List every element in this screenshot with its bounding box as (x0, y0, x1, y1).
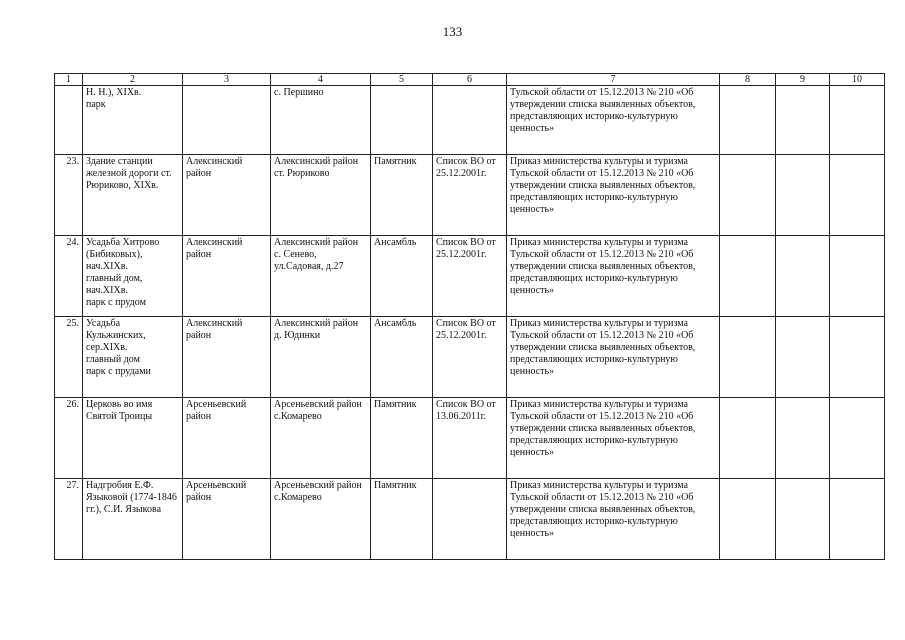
category: Памятник (371, 479, 433, 560)
column-header: 2 (83, 74, 183, 86)
cell-col8 (720, 479, 776, 560)
cell-col10 (830, 479, 885, 560)
object-name: Усадьба Кульжинских, сер.XIXв. главный дом парк с прудами (83, 317, 183, 398)
object-name: Церковь во имя Святой Троицы (83, 398, 183, 479)
heritage-objects-table (54, 73, 885, 560)
row-number (55, 86, 83, 155)
cell-col10 (830, 398, 885, 479)
object-name: Усадьба Хитрово (Бибиковых), нач.XIXв. главный дом, нач.XIXв. парк с прудом (83, 236, 183, 317)
category: Ансамбль (371, 317, 433, 398)
location: Арсеньевский район с.Комарево (271, 398, 371, 479)
column-header: 7 (507, 74, 720, 86)
object-name: Н. Н.), XIXв. парк (83, 86, 183, 155)
category: Ансамбль (371, 236, 433, 317)
table-row (55, 236, 885, 317)
district: Алексинский район (183, 317, 271, 398)
cell-col9 (776, 479, 830, 560)
list-reference: Список ВО от 25.12.2001г. (433, 317, 507, 398)
cell-col8 (720, 317, 776, 398)
list-reference: Список ВО от 13.06.2011г. (433, 398, 507, 479)
row-number: 24. (55, 236, 83, 317)
location: Арсеньевский район с.Комарево (271, 479, 371, 560)
document-reference: Приказ министерства культуры и туризма Тульской области от 15.12.2013 № 210 «Об утверждении списка выявленных объектов, представляющих историко-культурную ценность» (507, 155, 720, 236)
document-reference: Приказ министерства культуры и туризма Тульской области от 15.12.2013 № 210 «Об утверждении списка выявленных объектов, представляющих историко-культурную ценность» (507, 236, 720, 317)
location: с. Першино (271, 86, 371, 155)
cell-col10 (830, 317, 885, 398)
list-reference (433, 479, 507, 560)
cell-col10 (830, 86, 885, 155)
list-reference: Список ВО от 25.12.2001г. (433, 155, 507, 236)
column-header: 5 (371, 74, 433, 86)
list-reference (433, 86, 507, 155)
column-header: 1 (55, 74, 83, 86)
category (371, 86, 433, 155)
row-number: 25. (55, 317, 83, 398)
district: Алексинский район (183, 236, 271, 317)
list-reference: Список ВО от 25.12.2001г. (433, 236, 507, 317)
district (183, 86, 271, 155)
table-row (55, 317, 885, 398)
page-number: 133 (442, 24, 463, 39)
object-name: Надгробия Е.Ф. Языковой (1774-1846 гг.), С.И. Языкова (83, 479, 183, 560)
cell-col9 (776, 236, 830, 317)
location: Алексинский район с. Сенево, ул.Садовая, д.27 (271, 236, 371, 317)
column-header: 3 (183, 74, 271, 86)
cell-col9 (776, 398, 830, 479)
row-number: 23. (55, 155, 83, 236)
category: Памятник (371, 398, 433, 479)
table-row (55, 398, 885, 479)
row-number: 27. (55, 479, 83, 560)
district: Алексинский район (183, 155, 271, 236)
cell-col8 (720, 155, 776, 236)
cell-col9 (776, 86, 830, 155)
column-header: 6 (433, 74, 507, 86)
cell-col9 (776, 317, 830, 398)
table-row (55, 479, 885, 560)
document-reference: Приказ министерства культуры и туризма Тульской области от 15.12.2013 № 210 «Об утверждении списка выявленных объектов, представляющих историко-культурную ценность» (507, 479, 720, 560)
cell-col10 (830, 155, 885, 236)
cell-col8 (720, 86, 776, 155)
cell-col8 (720, 236, 776, 317)
table-row (55, 155, 885, 236)
object-name: Здание станции железной дороги ст. Рюриково, XIXв. (83, 155, 183, 236)
column-number-row (55, 74, 885, 86)
document-reference: Приказ министерства культуры и туризма Тульской области от 15.12.2013 № 210 «Об утверждении списка выявленных объектов, представляющих историко-культурную ценность» (507, 317, 720, 398)
cell-col9 (776, 155, 830, 236)
column-header: 10 (830, 74, 885, 86)
table-row (55, 86, 885, 155)
cell-col8 (720, 398, 776, 479)
document-reference: Тульской области от 15.12.2013 № 210 «Об утверждении списка выявленных объектов, представляющих историко-культурную ценность» (507, 86, 720, 155)
column-header: 8 (720, 74, 776, 86)
category: Памятник (371, 155, 433, 236)
location: Алексинский район ст. Рюриково (271, 155, 371, 236)
column-header: 9 (776, 74, 830, 86)
document-reference: Приказ министерства культуры и туризма Тульской области от 15.12.2013 № 210 «Об утверждении списка выявленных объектов, представляющих историко-культурную ценность» (507, 398, 720, 479)
location: Алексинский район д. Юдинки (271, 317, 371, 398)
district: Арсеньевский район (183, 398, 271, 479)
column-header: 4 (271, 74, 371, 86)
cell-col10 (830, 236, 885, 317)
row-number: 26. (55, 398, 83, 479)
district: Арсеньевский район (183, 479, 271, 560)
